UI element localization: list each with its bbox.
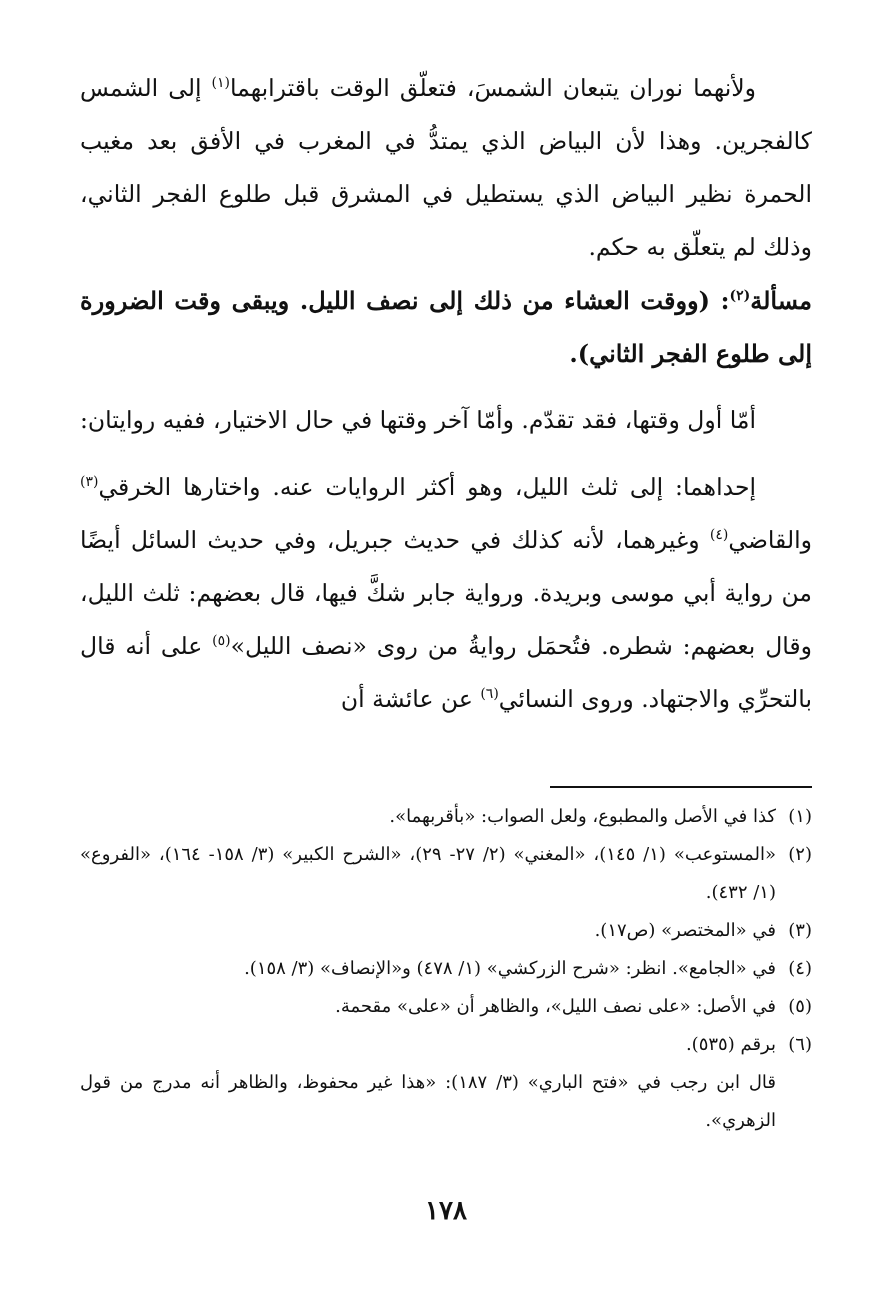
paragraph-3-text-b: والقاضي: [728, 526, 812, 554]
footnote-ref-2: (٢): [729, 288, 751, 304]
footnote-text: برقم (٥٣٥).: [685, 1034, 776, 1055]
footnote-number: (٣): [788, 920, 812, 941]
paragraph-1-text-b: إلى الشمس كالفجرين. وهذا لأن البياض الذي يمتدُّ في المغرب في الأفق بعد مغيب الحمرة نظير البياض الذي يستطيل في المشرق قبل طلوع الفجر الثاني، وذلك لم يتعلّق به حكم.: [80, 74, 812, 261]
footnote-text: «المستوعب» (١/ ١٤٥)، «المغني» (٢/ ٢٧- ٢٩)، «الشرح الكبير» (٣/ ١٥٨- ١٦٤)، «الفروع» (١/ ٤٣٢).: [80, 844, 776, 903]
paragraph-1-text-a: ولأنهما نوران يتبعان الشمسَ، فتعلّق الوقت باقترابهما: [230, 74, 756, 102]
footnote-number: (٦): [788, 1034, 812, 1055]
paragraph-1: [80, 62, 812, 274]
footnote-4: [80, 950, 812, 988]
paragraph-3-text-a: إحداهما: إلى ثلث الليل، وهو أكثر الروايات عنه. واختارها الخرقي: [98, 473, 756, 501]
footnotes: [80, 798, 812, 1140]
footnote-text: في «الجامع». انظر: «شرح الزركشي» (١/ ٤٧٨) و«الإنصاف» (٣/ ١٥٨).: [244, 958, 776, 979]
paragraph-2: أمّا أول وقتها، فقد تقدّم. وأمّا آخر وقتها في حال الاختيار، ففيه روايتان:: [80, 406, 756, 434]
footnote-ref-6: (٦): [480, 686, 499, 703]
masala-colon: :: [709, 286, 730, 315]
footnote-1: [80, 798, 812, 836]
footnote-ref-1: (١): [211, 75, 231, 92]
footnote-separator: [550, 786, 812, 788]
footnote-ref-3: (٣): [80, 474, 99, 491]
footnote-number: (٢): [788, 844, 812, 865]
footnote-6-continuation: قال ابن رجب في «فتح الباري» (٣/ ١٨٧): «هذا غير محفوظ، والظاهر أنه مدرج من قول الزهري».: [80, 1072, 777, 1131]
footnote-number: (٥): [788, 996, 812, 1017]
footnote-ref-4: (٤): [709, 527, 729, 544]
footnote-number: (١): [788, 806, 812, 827]
paragraph-3: [80, 461, 812, 726]
paragraph-3-text-c: وغيرهما، لأنه كذلك في حديث جبريل، وفي حديث السائل أيضًا من رواية أبي موسى وبريدة. ورواية جابر شكَّ فيها، قال بعضهم: ثلث الليل، وقال بعضهم: شطره. فتُحمَل روايةُ من روى «نصف الليل»: [80, 526, 813, 660]
footnote-text: كذا في الأصل والمطبوع، ولعل الصواب: «بأقربهما».: [389, 806, 776, 827]
masala-heading: [80, 274, 812, 380]
footnote-text: في الأصل: «على نصف الليل»، والظاهر أن «على» مقحمة.: [335, 996, 776, 1017]
footnote-3: [80, 912, 812, 950]
footnote-6: [80, 1026, 812, 1064]
footnote-2: [80, 836, 812, 912]
masala-label: مسألة: [750, 286, 812, 315]
paragraph-3-text-d: على أنه قال بالتحرِّي والاجتهاد. وروى النسائي: [80, 632, 812, 713]
paragraph-3-text-e: عن عائشة أن: [340, 685, 481, 713]
page-number: ١٧٨: [425, 1196, 467, 1226]
footnote-ref-5: (٥): [212, 633, 231, 650]
footnote-number: (٤): [788, 958, 812, 979]
footnote-5: [80, 988, 812, 1026]
masala-question: (ووقت العشاء من ذلك إلى نصف الليل. ويبقى وقت الضرورة إلى طلوع الفجر الثاني).: [80, 286, 812, 368]
main-text: [80, 62, 812, 726]
footnote-text: في «المختصر» (ص١٧).: [594, 920, 776, 941]
